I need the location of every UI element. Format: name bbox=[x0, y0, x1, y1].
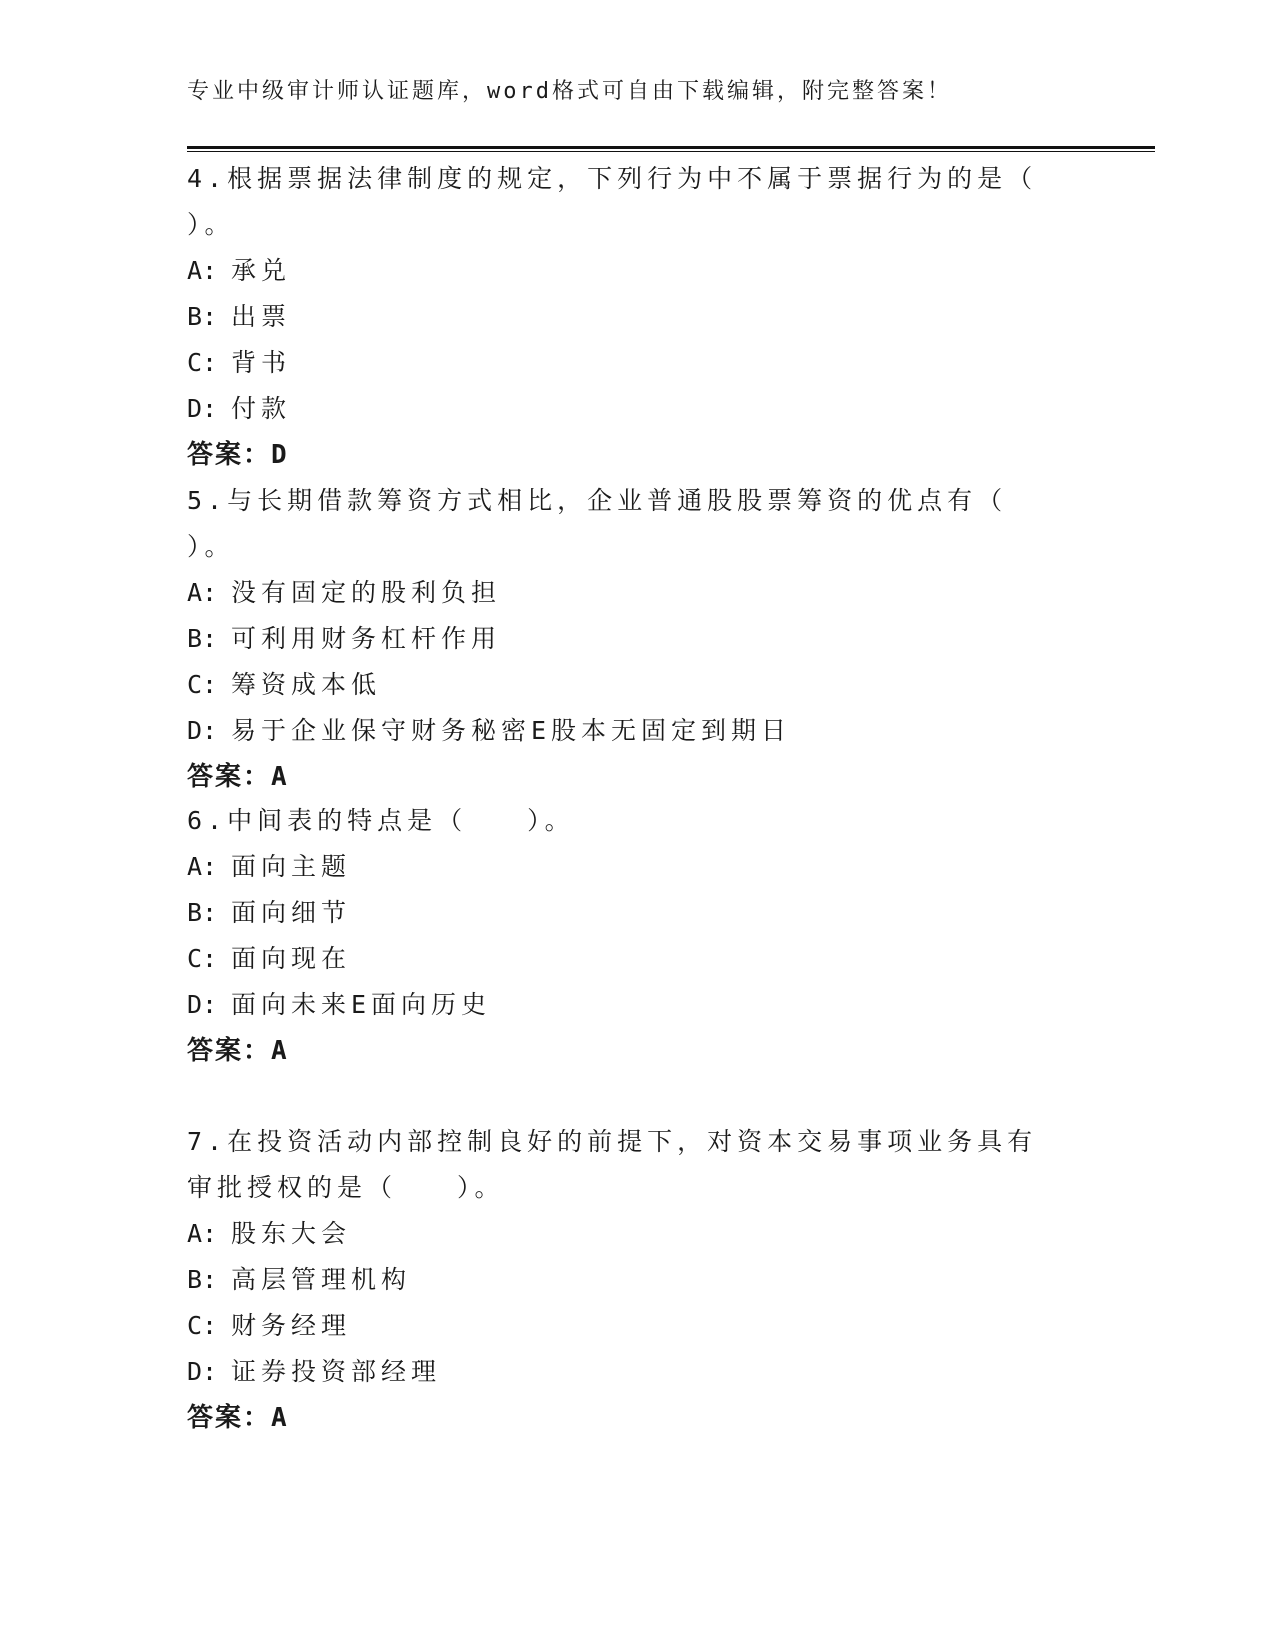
option-text: 财务经理 bbox=[231, 1311, 352, 1340]
option-text: 没有固定的股利负担 bbox=[231, 578, 502, 607]
option-key: A: bbox=[187, 578, 218, 607]
option-c bbox=[187, 1303, 1067, 1349]
option-text: 面向主题 bbox=[231, 852, 352, 881]
option-key: B: bbox=[187, 1265, 218, 1294]
option-key: C: bbox=[187, 944, 218, 973]
option-c bbox=[187, 340, 1067, 386]
option-text: 付款 bbox=[231, 394, 292, 423]
option-a bbox=[187, 248, 1067, 294]
option-key: A: bbox=[187, 256, 218, 285]
option-key: C: bbox=[187, 1311, 218, 1340]
option-text: 易于企业保守财务秘密E股本无固定到期日 bbox=[231, 716, 792, 745]
option-key: D: bbox=[187, 990, 218, 1019]
option-d bbox=[187, 708, 1067, 754]
option-b bbox=[187, 1257, 1067, 1303]
option-a bbox=[187, 844, 1067, 890]
option-a bbox=[187, 1211, 1067, 1257]
option-key: B: bbox=[187, 898, 218, 927]
option-key: D: bbox=[187, 1357, 218, 1386]
option-key: C: bbox=[187, 348, 218, 377]
page-header: 专业中级审计师认证题库，word格式可自由下载编辑，附完整答案！ bbox=[187, 79, 952, 104]
header-divider bbox=[187, 146, 1155, 152]
option-key: D: bbox=[187, 716, 218, 745]
option-text: 承兑 bbox=[231, 256, 292, 285]
question-block bbox=[187, 1119, 1067, 1441]
question-stem: 4.根据票据法律制度的规定，下列行为中不属于票据行为的是（ ）。 bbox=[187, 164, 1038, 239]
option-text: 面向细节 bbox=[231, 898, 352, 927]
option-text: 面向未来E面向历史 bbox=[231, 990, 492, 1019]
option-key: B: bbox=[187, 302, 218, 331]
option-b bbox=[187, 890, 1067, 936]
option-key: C: bbox=[187, 670, 218, 699]
option-text: 面向现在 bbox=[231, 944, 352, 973]
question-stem: 6.中间表的特点是（ ）。 bbox=[187, 806, 575, 835]
option-d bbox=[187, 386, 1067, 432]
option-c bbox=[187, 936, 1067, 982]
question-block bbox=[187, 798, 1067, 1074]
question-stem: 5.与长期借款筹资方式相比，企业普通股股票筹资的优点有（ ）。 bbox=[187, 486, 1058, 561]
question-block bbox=[187, 478, 1067, 800]
option-key: A: bbox=[187, 852, 218, 881]
answer-line: 答案：A bbox=[187, 1036, 289, 1066]
option-c bbox=[187, 662, 1067, 708]
answer-line: 答案：D bbox=[187, 440, 289, 470]
option-key: A: bbox=[187, 1219, 218, 1248]
option-a bbox=[187, 570, 1067, 616]
option-text: 可利用财务杠杆作用 bbox=[231, 624, 502, 653]
option-key: B: bbox=[187, 624, 218, 653]
option-d bbox=[187, 1349, 1067, 1395]
option-d bbox=[187, 982, 1067, 1028]
option-key: D: bbox=[187, 394, 218, 423]
option-text: 股东大会 bbox=[231, 1219, 352, 1248]
question-stem: 7.在投资活动内部控制良好的前提下，对资本交易事项业务具有审批授权的是（ ）。 bbox=[187, 1127, 1038, 1202]
option-b bbox=[187, 294, 1067, 340]
option-text: 证券投资部经理 bbox=[231, 1357, 442, 1386]
option-text: 筹资成本低 bbox=[231, 670, 382, 699]
option-b bbox=[187, 616, 1067, 662]
answer-line: 答案：A bbox=[187, 1403, 289, 1433]
question-block bbox=[187, 156, 1067, 478]
option-text: 出票 bbox=[231, 302, 292, 331]
option-text: 高层管理机构 bbox=[231, 1265, 412, 1294]
option-text: 背书 bbox=[231, 348, 292, 377]
answer-line: 答案：A bbox=[187, 762, 289, 792]
